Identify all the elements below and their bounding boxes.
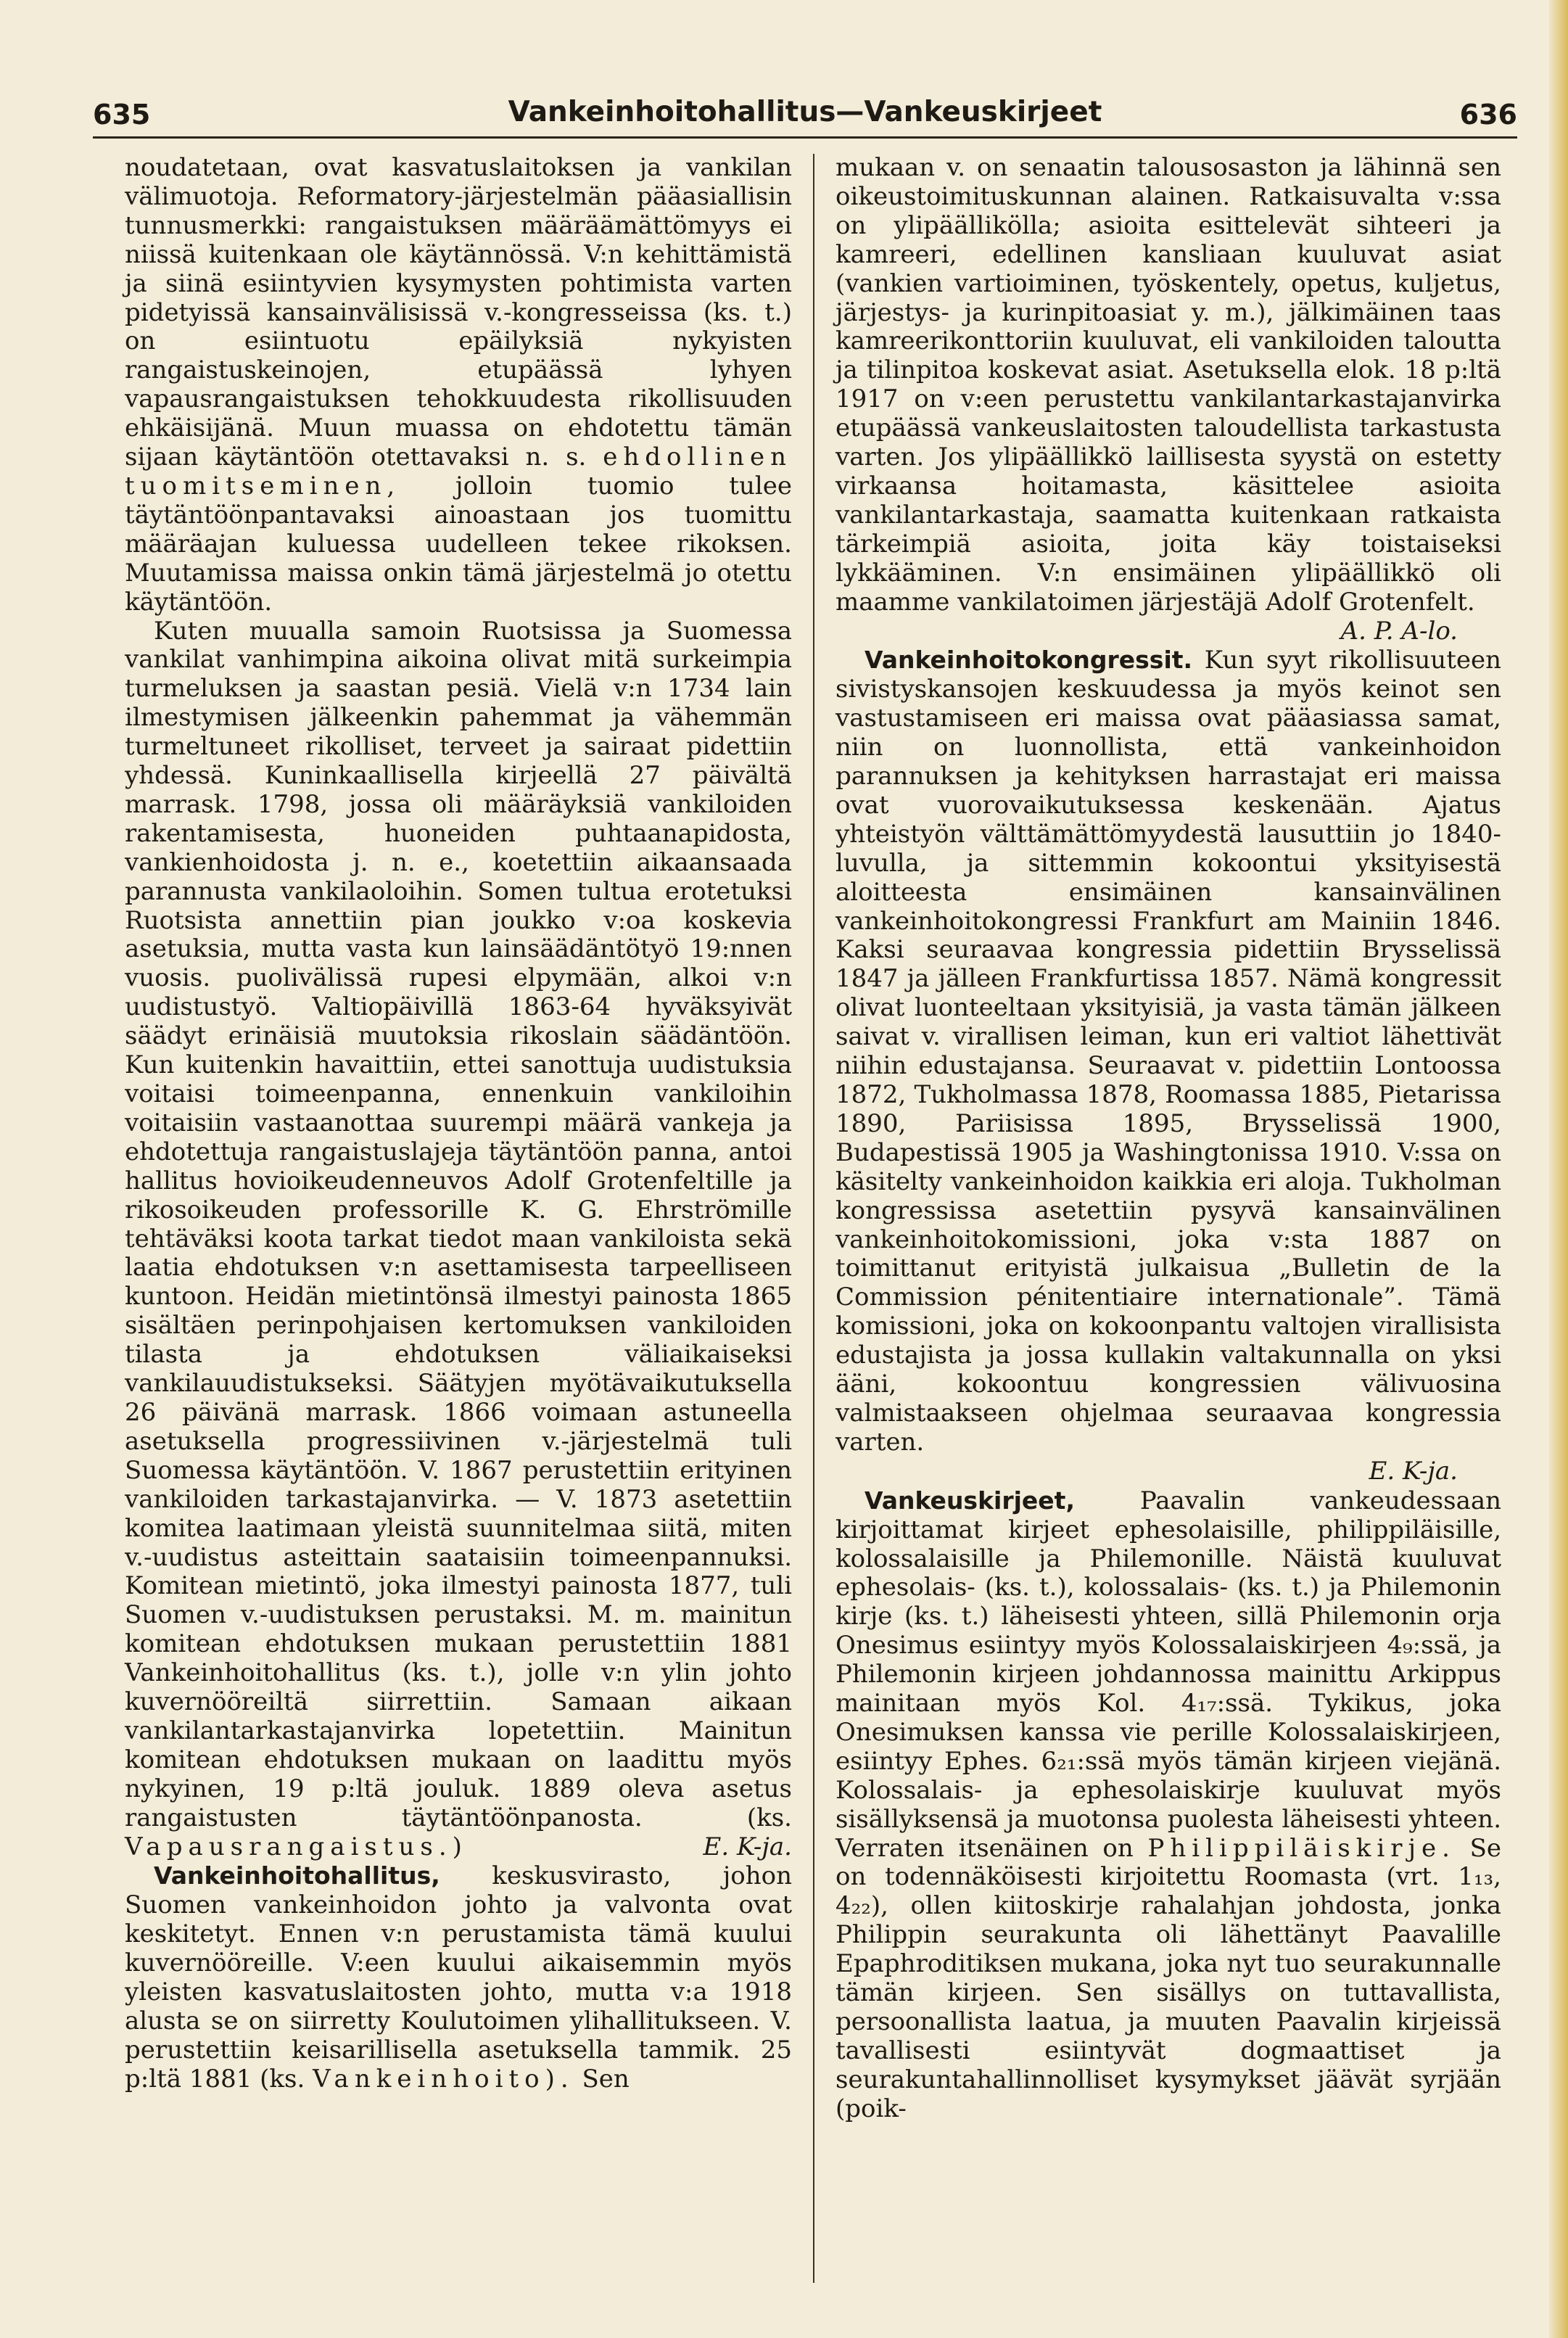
entry-vankeinhoitohallitus: Vankeinhoitohallitus, keskusvirasto, johon Suomen vankeinhoidon johto ja valvonta ovat keskitetyt. Ennen v:n perustamista tämä kuului kuvernööreille. V:een kuului aikaisemmin myös yleisten kasvatuslaitosten johto, mutta v:a 1918 alusta se on siirretty Koulutoimen ylihallitukseen. V. perustettiin keisarillisella asetuksella tammik. 25 p:ltä 1881 (ks. Vankeinhoito). Sen <box>125 1861 793 2094</box>
entry-headword: Vankeinhoitohallitus, <box>154 1861 440 1890</box>
running-title: Vankeinhoitohallitus—Vankeuskirjeet <box>508 96 1102 128</box>
spaced-term: Philippiläiskirje. <box>1147 1833 1456 1863</box>
page-number-right: 636 <box>1459 99 1517 131</box>
page-header <box>93 96 1517 139</box>
paragraph: Kuten muualla samoin Ruotsissa ja Suomessa vankilat vanhimpina aikoina olivat mitä surkeimpia turmeluksen ja saastan pesiä. Vielä v:n 1734 lain ilmestymisen jälkeenkin pahemmat ja vähemmän turmeltuneet rikolliset, terveet ja sairaat pidettiin yhdessä. Kuninkaallisella kirjeellä 27 päivältä marrask. 1798, jossa oli määräyksiä vankiloiden rakentamisesta, huoneiden puhtaanapidosta, vankienhoidosta j. n. e., koetettiin aikaansaada parannusta vankilaoloihin. Somen tultua erotetuksi Ruotsista annettiin pian joukko v:oa koskevia asetuksia, mutta vasta kun lainsäädäntötyö 19:nnen vuosis. puolivälissä rupesi elpymään, alkoi v:n uudistustyö. Valtiopäivillä 1863-64 hyväksyivät säädyt erinäisiä muutoksia rikoslain säädäntöön. Kun kuitenkin havaittiin, ettei sanottuja uudistuksia voitaisi toimeenpanna, ennenkuin vankiloihin voitaisiin vastaanottaa suurempi määrä vankeja ja ehdotettuja rangaistuslajeja täytäntöön panna, antoi hallitus hovioikeudenneuvos Adolf Grotenfeltille ja rikosoikeuden professorille K. G. Ehrströmille tehtäväksi koota tarkat tiedot maan vankiloista sekä laatia ehdotuksen v:n asettamisesta tarpeelliseen kuntoon. Heidän mietintönsä ilmestyi painosta 1865 sisältäen perinpohjaisen kertomuksen vankiloiden tilasta ja ehdotuksen väliaikaiseksi vankilauudistukseksi. Säätyjen myötävaikutuksella 26 päivänä marrask. 1866 voimaan astuneella asetuksella progressiivinen v.-järjestelmä tuli Suomessa käytäntöön. V. 1867 perustettiin erityinen vankiloiden tarkastajanvirka. — V. 1873 asetettiin komitea laatimaan yleistä suunnitelmaa siitä, miten v.-uudistus asteittain saataisiin toimeenpannuksi. Komitean mietintö, joka ilmestyi painosta 1877, tuli Suomen v.-uudistuksen perustaksi. M. m. mainitun komitean ehdotuksen mukaan perustettiin 1881 Vankeinhoitohallitus (ks. t.), jolle v:n ylin johto kuvernööreiltä siirrettiin. Samaan aikaan vankilantarkastajanvirka lopetettiin. Mainitun komitean ehdotuksen mukaan on laadittu myös nykyinen, 19 p:ltä jouluk. 1889 oleva asetus rangaistusten täytäntöönpanosta. (ks. Vapausrangaistus.) E. K-ja. <box>125 616 792 1861</box>
entry-headword: Vankeinhoitokongressit. <box>865 646 1193 675</box>
cross-reference: Vapausrangaistus.) <box>125 1832 468 1861</box>
entry-vankeinhoitokongressit: Vankeinhoitokongressit. Kun syyt rikollisuuteen sivistyskansojen keskuudessa ja myös keinot sen vastustamiseen eri maissa ovat pääasiassa samat, niin on luonnollista, että vankeinhoidon parannuksen ja kehityksen harrastajat eri maissa ovat vuorovaikutuksessa keskenään. Ajatus yhteistyön välttämättömyydestä lausuttiin jo 1840-luvulla, ja sittemmin kokoontui yksityisestä aloitteesta ensimäinen kansainvälinen vankeinhoitokongressi Frankfurt am Mainiin 1846. Kaksi seuraavaa kongressia pidettiin Brysselissä 1847 ja jälleen Frankfurtissa 1857. Nämä kongressit olivat luonteeltaan yksityisiä, ja vasta tämän jälkeen saivat v. virallisen leiman, kun eri valtiot lähettivät niihin edustajansa. Seuraavat v. pidettiin Lontoossa 1872, Tukholmassa 1878, Roomassa 1885, Pietarissa 1890, Pariisissa 1895, Brysselissä 1900, Budapestissä 1905 ja Washingtonissa 1910. V:ssa on käsitelty vankeinhoidon kaikkia eri aloja. Tukholman kongressissa asetettiin pysyvä kansainvälinen vankeinhoitokomissioni, joka v:sta 1887 on toimittanut erityistä julkaisua „Bulletin de la Commission pénitentiaire internationale”. Tämä komissioni, joka on kokoonpantu valtojen virallisista edustajista ja jossa kullakin valtakunnalla on yksi ääni, kokoontuu kongressien välivuosina valmistaakseen ohjelmaa seuraavaa kongressia varten. <box>835 646 1501 1457</box>
author-signature: E. K-ja. <box>703 1832 792 1861</box>
spaced-term: ehdollinen tuomitseminen, <box>125 443 792 501</box>
author-signature: A. P. A-lo. <box>1340 616 1458 646</box>
cross-reference: Vankeinhoito). <box>313 2064 574 2094</box>
paragraph: noudatetaan, ovat kasvatuslaitoksen ja vankilan välimuotoja. Reformatory-järjestelmän pääasiallisin tunnusmerkki: rangaistuksen määräämättömyys ei niissä kuitenkaan ole käytännössä. V:n kehittämistä ja siinä esiintyvien kysymysten pohtimista varten pidetyissä kansainvälisissä v.-kongresseissa (ks. t.) on esiintuotu epäilyksiä nykyisten rangaistuskeinojen, etupäässä lyhyen vapausrangaistuksen tehokkuudesta rikollisuuden ehkäisijänä. Muun muassa on ehdotettu tämän sijaan käytäntöön otettavaksi n. s. ehdollinen tuomitseminen, jolloin tuomio tulee täytäntöönpantavaksi ainoastaan jos tuomittu määräajan kuluessa uudelleen tekee rikoksen. Muutamissa maissa onkin tämä järjestelmä jo otettu käytäntöön. <box>125 153 792 617</box>
entry-vankeuskirjeet: Vankeuskirjeet, Paavalin vankeudessaan kirjoittamat kirjeet ephesolaisille, philippiläisille, kolossalaisille ja Philemonille. Näistä kuuluvat ephesolais- (ks. t.), kolossalais- (ks. t.) ja Philemonin kirje (ks. t.) läheisesti yhteen, sillä Philemonin orja Onesimus esiintyy myös Kolossalaiskirjeen 4₉:ssä, ja Philemonin kirjeen johdannossa mainittu Arkippus mainitaan myös Kol. 4₁₇:ssä. Tykikus, joka Onesimuksen kanssa vie perille Kolossalaiskirjeen, esiintyy Ephes. 6₂₁:ssä myös tämän kirjeen viejänä. Kolossalais- ja ephesolaiskirje kuuluvat myös sisällyksensä ja muotonsa puolesta läheisesti yhteen. Verraten itsenäinen on Philippiläiskirje. Se on todennäköisesti kirjoitettu Roomasta (vrt. 1₁₃, 4₂₂), ollen kiitoskirje rahalahjan johdosta, jonka Philippin seurakunta oli lähettänyt Paavalille Epaphroditiksen mukana, joka nyt tuo seurakunnalle tämän kirjeen. Sen sisällys on tuttavallista, persoonallista laatua, ja muuten Paavalin kirjeissä tavallisesti esiintyvät dogmaattiset ja seurakuntahallinnolliset kysymykset jäävät syrjään (poik- <box>835 1486 1502 2123</box>
column-divider <box>813 154 814 2283</box>
page-edge <box>1549 0 1568 2338</box>
paragraph: mukaan v. on senaatin talousosaston ja lähinnä sen oikeustoimituskunnan alainen. Ratkaisuvalta v:ssa on ylipäällikölla; asioita esittelevät sihteeri ja kamreeri, edellinen kansliaan kuuluvat asiat (vankien vartioiminen, työskentely, opetus, kuljetus, järjestys- ja kurinpitoasiat y. m.), jälkimäinen taas kamreerikonttoriin kuuluvat, eli vankiloiden taloutta ja tilinpitoa koskevat asiat. Asetuksella elok. 18 p:ltä 1917 on v:een perustettu vankilantarkastajanvirka etupäässä vankeuslaitosten taloudellista tarkastusta varten. Jos ylipäällikkö laillisesta syystä on estetty virkaansa hoitamasta, käsittelee asioita vankilantarkastaja, saamatta kuitenkaan ratkaista tärkeimpiä asioita, joita käy toistaiseksi lykkääminen. V:n ensimäinen ylipäällikkö oli maamme vankilatoimen järjestäjä Adolf Grotenfelt. <box>835 153 1501 617</box>
entry-headword: Vankeuskirjeet, <box>865 1486 1075 1515</box>
right-column <box>835 154 1501 2124</box>
left-column <box>125 154 792 2094</box>
page-number-left: 635 <box>93 99 151 131</box>
author-signature: E. K-ja. <box>1369 1456 1458 1486</box>
